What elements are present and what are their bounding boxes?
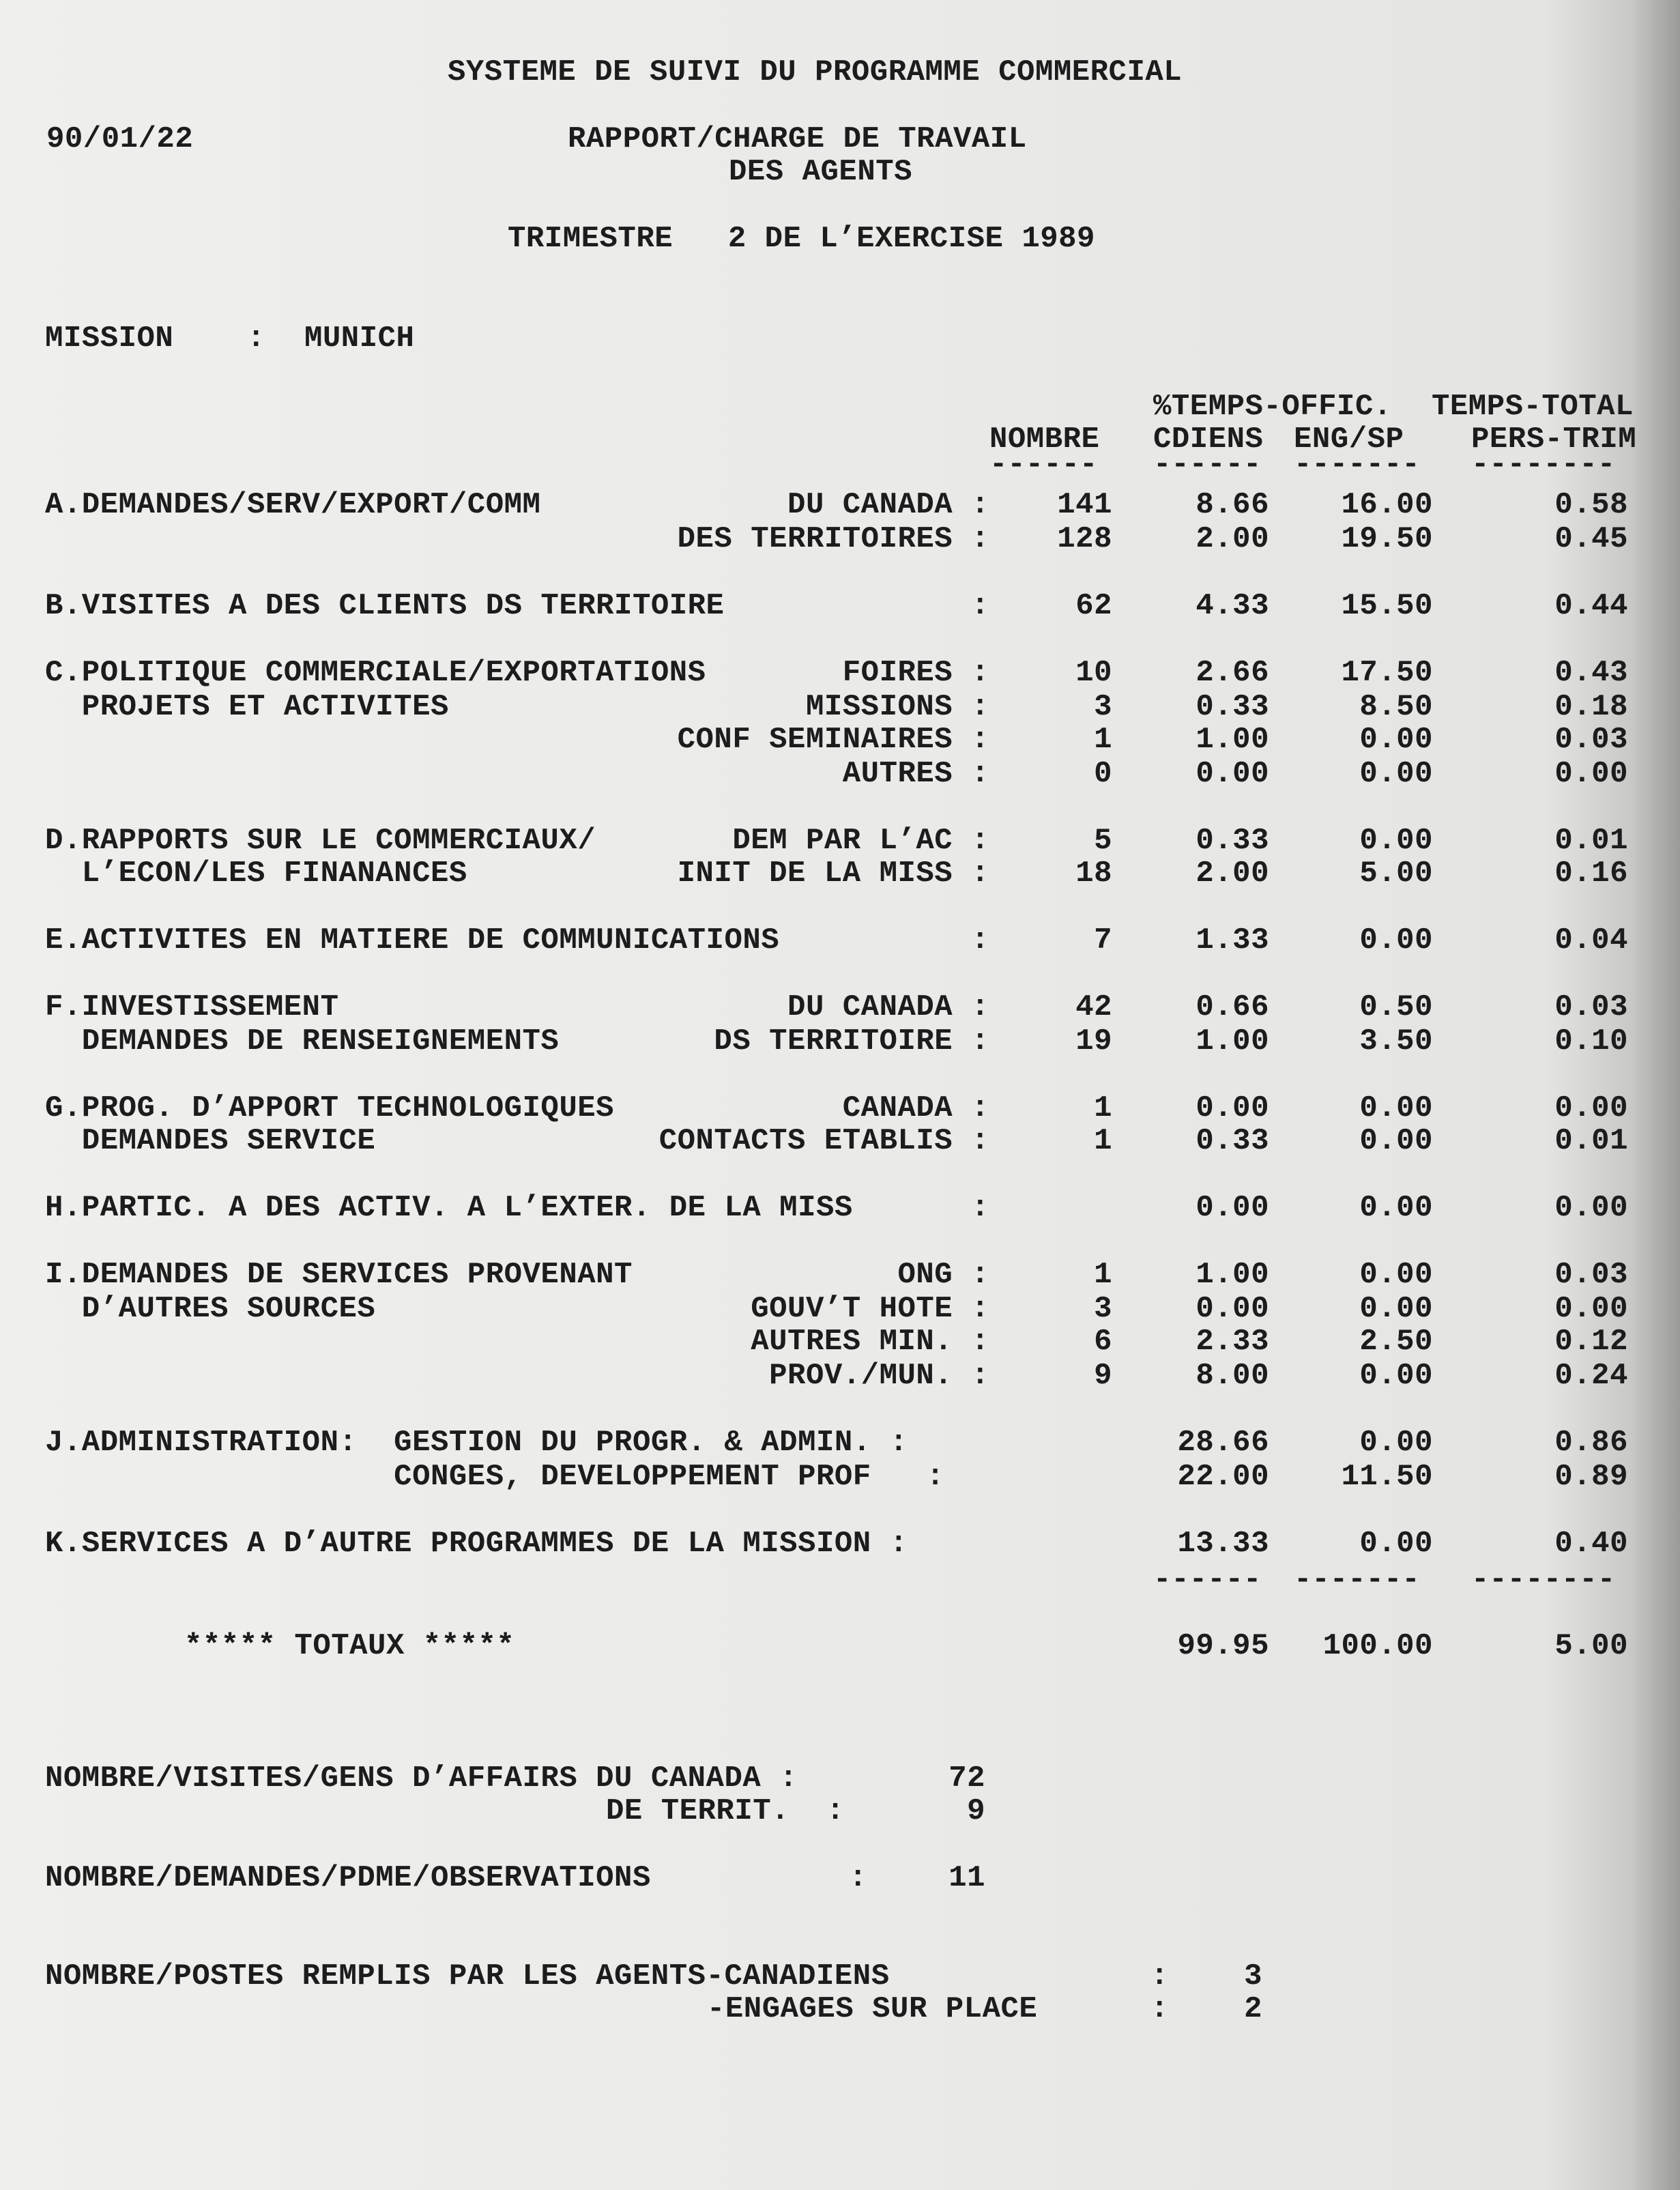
row-pers-trim: 0.00 (1554, 1191, 1628, 1225)
report-title-line2: DES AGENTS (729, 155, 913, 189)
row-cdiens: 2.33 (1196, 1325, 1269, 1359)
row-cdiens: 1.00 (1196, 723, 1269, 757)
row-nombre: 1 (1094, 1091, 1112, 1125)
row-engsp: 17.50 (1341, 656, 1433, 690)
row-nombre: 6 (1094, 1325, 1112, 1359)
row-sublabel: DS TERRITOIRE : (714, 1024, 989, 1058)
visites-value: 72 (948, 1761, 985, 1796)
table-row (0, 1258, 1680, 1291)
row-cdiens: 0.33 (1196, 1124, 1269, 1158)
table-row (0, 590, 1680, 622)
row-pers-trim: 0.00 (1554, 1292, 1628, 1326)
row-sublabel: CONF SEMINAIRES : (677, 723, 989, 757)
rule-cdiens: ------ (1153, 448, 1262, 482)
row-cdiens: 1.00 (1196, 1258, 1269, 1292)
row-sublabel: GOUV’T HOTE : (751, 1292, 989, 1326)
table-row (0, 758, 1680, 790)
table-row (0, 723, 1680, 756)
row-nombre: 3 (1094, 1292, 1112, 1326)
row-pers-trim: 0.00 (1554, 757, 1628, 791)
row-sublabel: : (971, 589, 989, 623)
pdme-label: NOMBRE/DEMANDES/PDME/OBSERVATIONS (45, 1861, 651, 1895)
row-label: PROJETS ET ACTIVITES (45, 690, 449, 724)
table-row (0, 657, 1680, 689)
row-engsp: 0.00 (1359, 824, 1433, 858)
row-sublabel: DES TERRITOIRES : (677, 522, 989, 556)
pdme-sep: : (849, 1861, 867, 1895)
row-nombre: 3 (1094, 690, 1112, 724)
row-label: D’AUTRES SOURCES (45, 1292, 376, 1326)
engages-value: 2 (1244, 1992, 1262, 2026)
col-temps-total: TEMPS-TOTAL (1432, 390, 1634, 424)
row-nombre: 62 (1075, 589, 1112, 623)
table-row (0, 857, 1680, 890)
row-nombre: 10 (1075, 656, 1112, 690)
row-cdiens: 8.00 (1196, 1359, 1269, 1393)
row-sublabel: MISSIONS : (805, 690, 989, 724)
row-cdiens: 2.00 (1196, 522, 1269, 556)
row-label: L’ECON/LES FINANANCES (45, 856, 467, 891)
table-row (0, 1192, 1680, 1224)
row-cdiens: 22.00 (1177, 1460, 1269, 1494)
totals-engsp: 100.00 (1322, 1629, 1433, 1663)
row-sublabel: AUTRES MIN. : (751, 1325, 989, 1359)
row-sublabel: : (971, 923, 989, 957)
report-date: 90/01/22 (46, 122, 194, 156)
row-label: A.DEMANDES/SERV/EXPORT/COMM (45, 488, 541, 522)
row-pers-trim: 0.40 (1554, 1527, 1628, 1561)
row-pers-trim: 0.16 (1554, 856, 1628, 891)
row-cdiens: 1.33 (1196, 923, 1269, 957)
rule-pers: -------- (1471, 448, 1616, 482)
row-label: DEMANDES DE RENSEIGNEMENTS (45, 1024, 560, 1058)
row-engsp: 0.00 (1359, 1426, 1433, 1460)
table-row (0, 1092, 1680, 1125)
row-cdiens: 8.66 (1196, 488, 1269, 522)
row-pers-trim: 0.44 (1554, 589, 1628, 623)
row-sublabel: AUTRES : (842, 757, 989, 791)
row-sublabel: INIT DE LA MISS : (677, 856, 989, 891)
rule-nombre: ------ (989, 448, 1098, 482)
row-sublabel: : (971, 1191, 989, 1225)
row-sublabel: ONG : (897, 1258, 989, 1292)
row-sublabel: PROV./MUN. : (769, 1359, 989, 1393)
row-engsp: 0.50 (1359, 990, 1433, 1024)
row-engsp: 15.50 (1341, 589, 1433, 623)
row-nombre: 18 (1075, 856, 1112, 891)
table-row (0, 1025, 1680, 1058)
rule-total-engsp: ------- (1294, 1563, 1420, 1597)
row-engsp: 0.00 (1359, 923, 1433, 957)
table-row (0, 489, 1680, 521)
row-engsp: 0.00 (1359, 1191, 1433, 1225)
system-title: SYSTEME DE SUIVI DU PROGRAMME COMMERCIAL (448, 55, 1183, 89)
territ-label: DE TERRIT. : (606, 1794, 845, 1828)
table-row (0, 924, 1680, 957)
rule-engsp: ------- (1294, 448, 1420, 482)
engages-sep: : (1150, 1992, 1169, 2026)
table-row (0, 1325, 1680, 1358)
row-engsp: 0.00 (1359, 1124, 1433, 1158)
row-nombre: 1 (1094, 1124, 1112, 1158)
row-nombre: 5 (1094, 824, 1112, 858)
row-nombre: 141 (1057, 488, 1112, 522)
col-nombre: NOMBRE (989, 422, 1100, 457)
row-engsp: 8.50 (1359, 690, 1433, 724)
table-row (0, 824, 1680, 857)
row-nombre: 1 (1094, 723, 1112, 757)
row-label: C.POLITIQUE COMMERCIALE/EXPORTATIONS (45, 656, 706, 690)
table-row (0, 1293, 1680, 1325)
table-row (0, 1426, 1680, 1459)
row-cdiens: 13.33 (1177, 1527, 1269, 1561)
mission-sep: : (247, 321, 265, 356)
row-nombre: 7 (1094, 923, 1112, 957)
row-cdiens: 1.00 (1196, 1024, 1269, 1058)
col-eng-sp: ENG/SP (1294, 422, 1404, 457)
quarter-line: TRIMESTRE 2 DE L’EXERCISE 1989 (508, 222, 1095, 256)
row-cdiens: 0.33 (1196, 824, 1269, 858)
territ-value: 9 (967, 1794, 985, 1828)
row-sublabel: FOIRES : (842, 656, 989, 690)
row-nombre: 19 (1075, 1024, 1112, 1058)
col-pers-trim: PERS-TRIM (1471, 422, 1637, 457)
row-label: DEMANDES SERVICE (45, 1124, 376, 1158)
pdme-value: 11 (948, 1861, 985, 1895)
table-row (0, 1460, 1680, 1493)
totals-label: ***** TOTAUX ***** (184, 1629, 515, 1663)
row-engsp: 0.00 (1359, 1359, 1433, 1393)
row-engsp: 5.00 (1359, 856, 1433, 891)
row-label: K.SERVICES A D’AUTRE PROGRAMMES DE LA MISSION : (45, 1527, 908, 1561)
row-pers-trim: 0.12 (1554, 1325, 1628, 1359)
row-label: G.PROG. D’APPORT TECHNOLOGIQUES (45, 1091, 615, 1125)
postes-value: 3 (1244, 1959, 1262, 1993)
postes-label: NOMBRE/POSTES REMPLIS PAR LES AGENTS-CANADIENS (45, 1959, 890, 1993)
row-label: I.DEMANDES DE SERVICES PROVENANT (45, 1258, 633, 1292)
table-row (0, 991, 1680, 1024)
row-cdiens: 0.00 (1196, 1091, 1269, 1125)
row-nombre: 9 (1094, 1359, 1112, 1393)
row-nombre: 0 (1094, 757, 1112, 791)
row-cdiens: 0.66 (1196, 990, 1269, 1024)
row-label: E.ACTIVITES EN MATIERE DE COMMUNICATIONS (45, 923, 780, 957)
row-engsp: 0.00 (1359, 723, 1433, 757)
mission-value: MUNICH (304, 321, 415, 356)
row-pers-trim: 0.18 (1554, 690, 1628, 724)
table-row (0, 691, 1680, 723)
row-cdiens: 2.66 (1196, 656, 1269, 690)
table-row (0, 1527, 1680, 1560)
row-pers-trim: 0.04 (1554, 923, 1628, 957)
row-nombre: 1 (1094, 1258, 1112, 1292)
row-sublabel: DEM PAR L’AC : (732, 824, 989, 858)
totals-pers: 5.00 (1554, 1629, 1628, 1663)
row-label: F.INVESTISSEMENT (45, 990, 339, 1024)
row-engsp: 0.00 (1359, 757, 1433, 791)
row-cdiens: 0.00 (1196, 1191, 1269, 1225)
rule-total-cdiens: ------ (1153, 1563, 1262, 1597)
totals-cdiens: 99.95 (1177, 1629, 1269, 1663)
row-engsp: 19.50 (1341, 522, 1433, 556)
mission-label: MISSION (45, 321, 174, 356)
row-nombre: 42 (1075, 990, 1112, 1024)
row-engsp: 16.00 (1341, 488, 1433, 522)
row-pers-trim: 0.45 (1554, 522, 1628, 556)
row-label: J.ADMINISTRATION: GESTION DU PROGR. & ADMIN. : (45, 1426, 908, 1460)
row-engsp: 0.00 (1359, 1258, 1433, 1292)
row-engsp: 3.50 (1359, 1024, 1433, 1058)
row-pers-trim: 0.24 (1554, 1359, 1628, 1393)
row-cdiens: 0.33 (1196, 690, 1269, 724)
row-cdiens: 4.33 (1196, 589, 1269, 623)
row-sublabel: DU CANADA : (787, 990, 989, 1024)
table-row (0, 1359, 1680, 1392)
row-nombre: 128 (1057, 522, 1112, 556)
row-pers-trim: 0.10 (1554, 1024, 1628, 1058)
row-cdiens: 28.66 (1177, 1426, 1269, 1460)
row-engsp: 0.00 (1359, 1091, 1433, 1125)
table-row (0, 1125, 1680, 1157)
row-pers-trim: 0.43 (1554, 656, 1628, 690)
report-title-line1: RAPPORT/CHARGE DE TRAVAIL (568, 122, 1027, 156)
row-pers-trim: 0.03 (1554, 1258, 1628, 1292)
row-pers-trim: 0.03 (1554, 990, 1628, 1024)
postes-sep: : (1150, 1959, 1169, 1993)
row-label: B.VISITES A DES CLIENTS DS TERRITOIRE (45, 589, 725, 623)
table-row (0, 523, 1680, 556)
row-pers-trim: 0.86 (1554, 1426, 1628, 1460)
row-pers-trim: 0.03 (1554, 723, 1628, 757)
engages-label: -ENGAGES SUR PLACE (707, 1992, 1038, 2026)
col-cdiens: CDIENS (1153, 422, 1264, 457)
visites-label: NOMBRE/VISITES/GENS D’AFFAIRS DU CANADA : (45, 1761, 798, 1796)
row-label: CONGES, DEVELOPPEMENT PROF : (45, 1460, 945, 1494)
row-cdiens: 0.00 (1196, 757, 1269, 791)
row-engsp: 0.00 (1359, 1527, 1433, 1561)
row-sublabel: CONTACTS ETABLIS : (658, 1124, 989, 1158)
row-label: H.PARTIC. A DES ACTIV. A L’EXTER. DE LA MISS (45, 1191, 853, 1225)
row-pers-trim: 0.58 (1554, 488, 1628, 522)
row-engsp: 11.50 (1341, 1460, 1433, 1494)
row-engsp: 2.50 (1359, 1325, 1433, 1359)
row-pers-trim: 0.01 (1554, 824, 1628, 858)
row-sublabel: CANADA : (842, 1091, 989, 1125)
col-temps-offic: %TEMPS-OFFIC. (1153, 390, 1392, 424)
row-label: D.RAPPORTS SUR LE COMMERCIAUX/ (45, 824, 596, 858)
row-pers-trim: 0.89 (1554, 1460, 1628, 1494)
row-engsp: 0.00 (1359, 1292, 1433, 1326)
row-pers-trim: 0.01 (1554, 1124, 1628, 1158)
rule-total-pers: -------- (1471, 1563, 1616, 1597)
row-pers-trim: 0.00 (1554, 1091, 1628, 1125)
row-cdiens: 2.00 (1196, 856, 1269, 891)
row-cdiens: 0.00 (1196, 1292, 1269, 1326)
row-sublabel: DU CANADA : (787, 488, 989, 522)
